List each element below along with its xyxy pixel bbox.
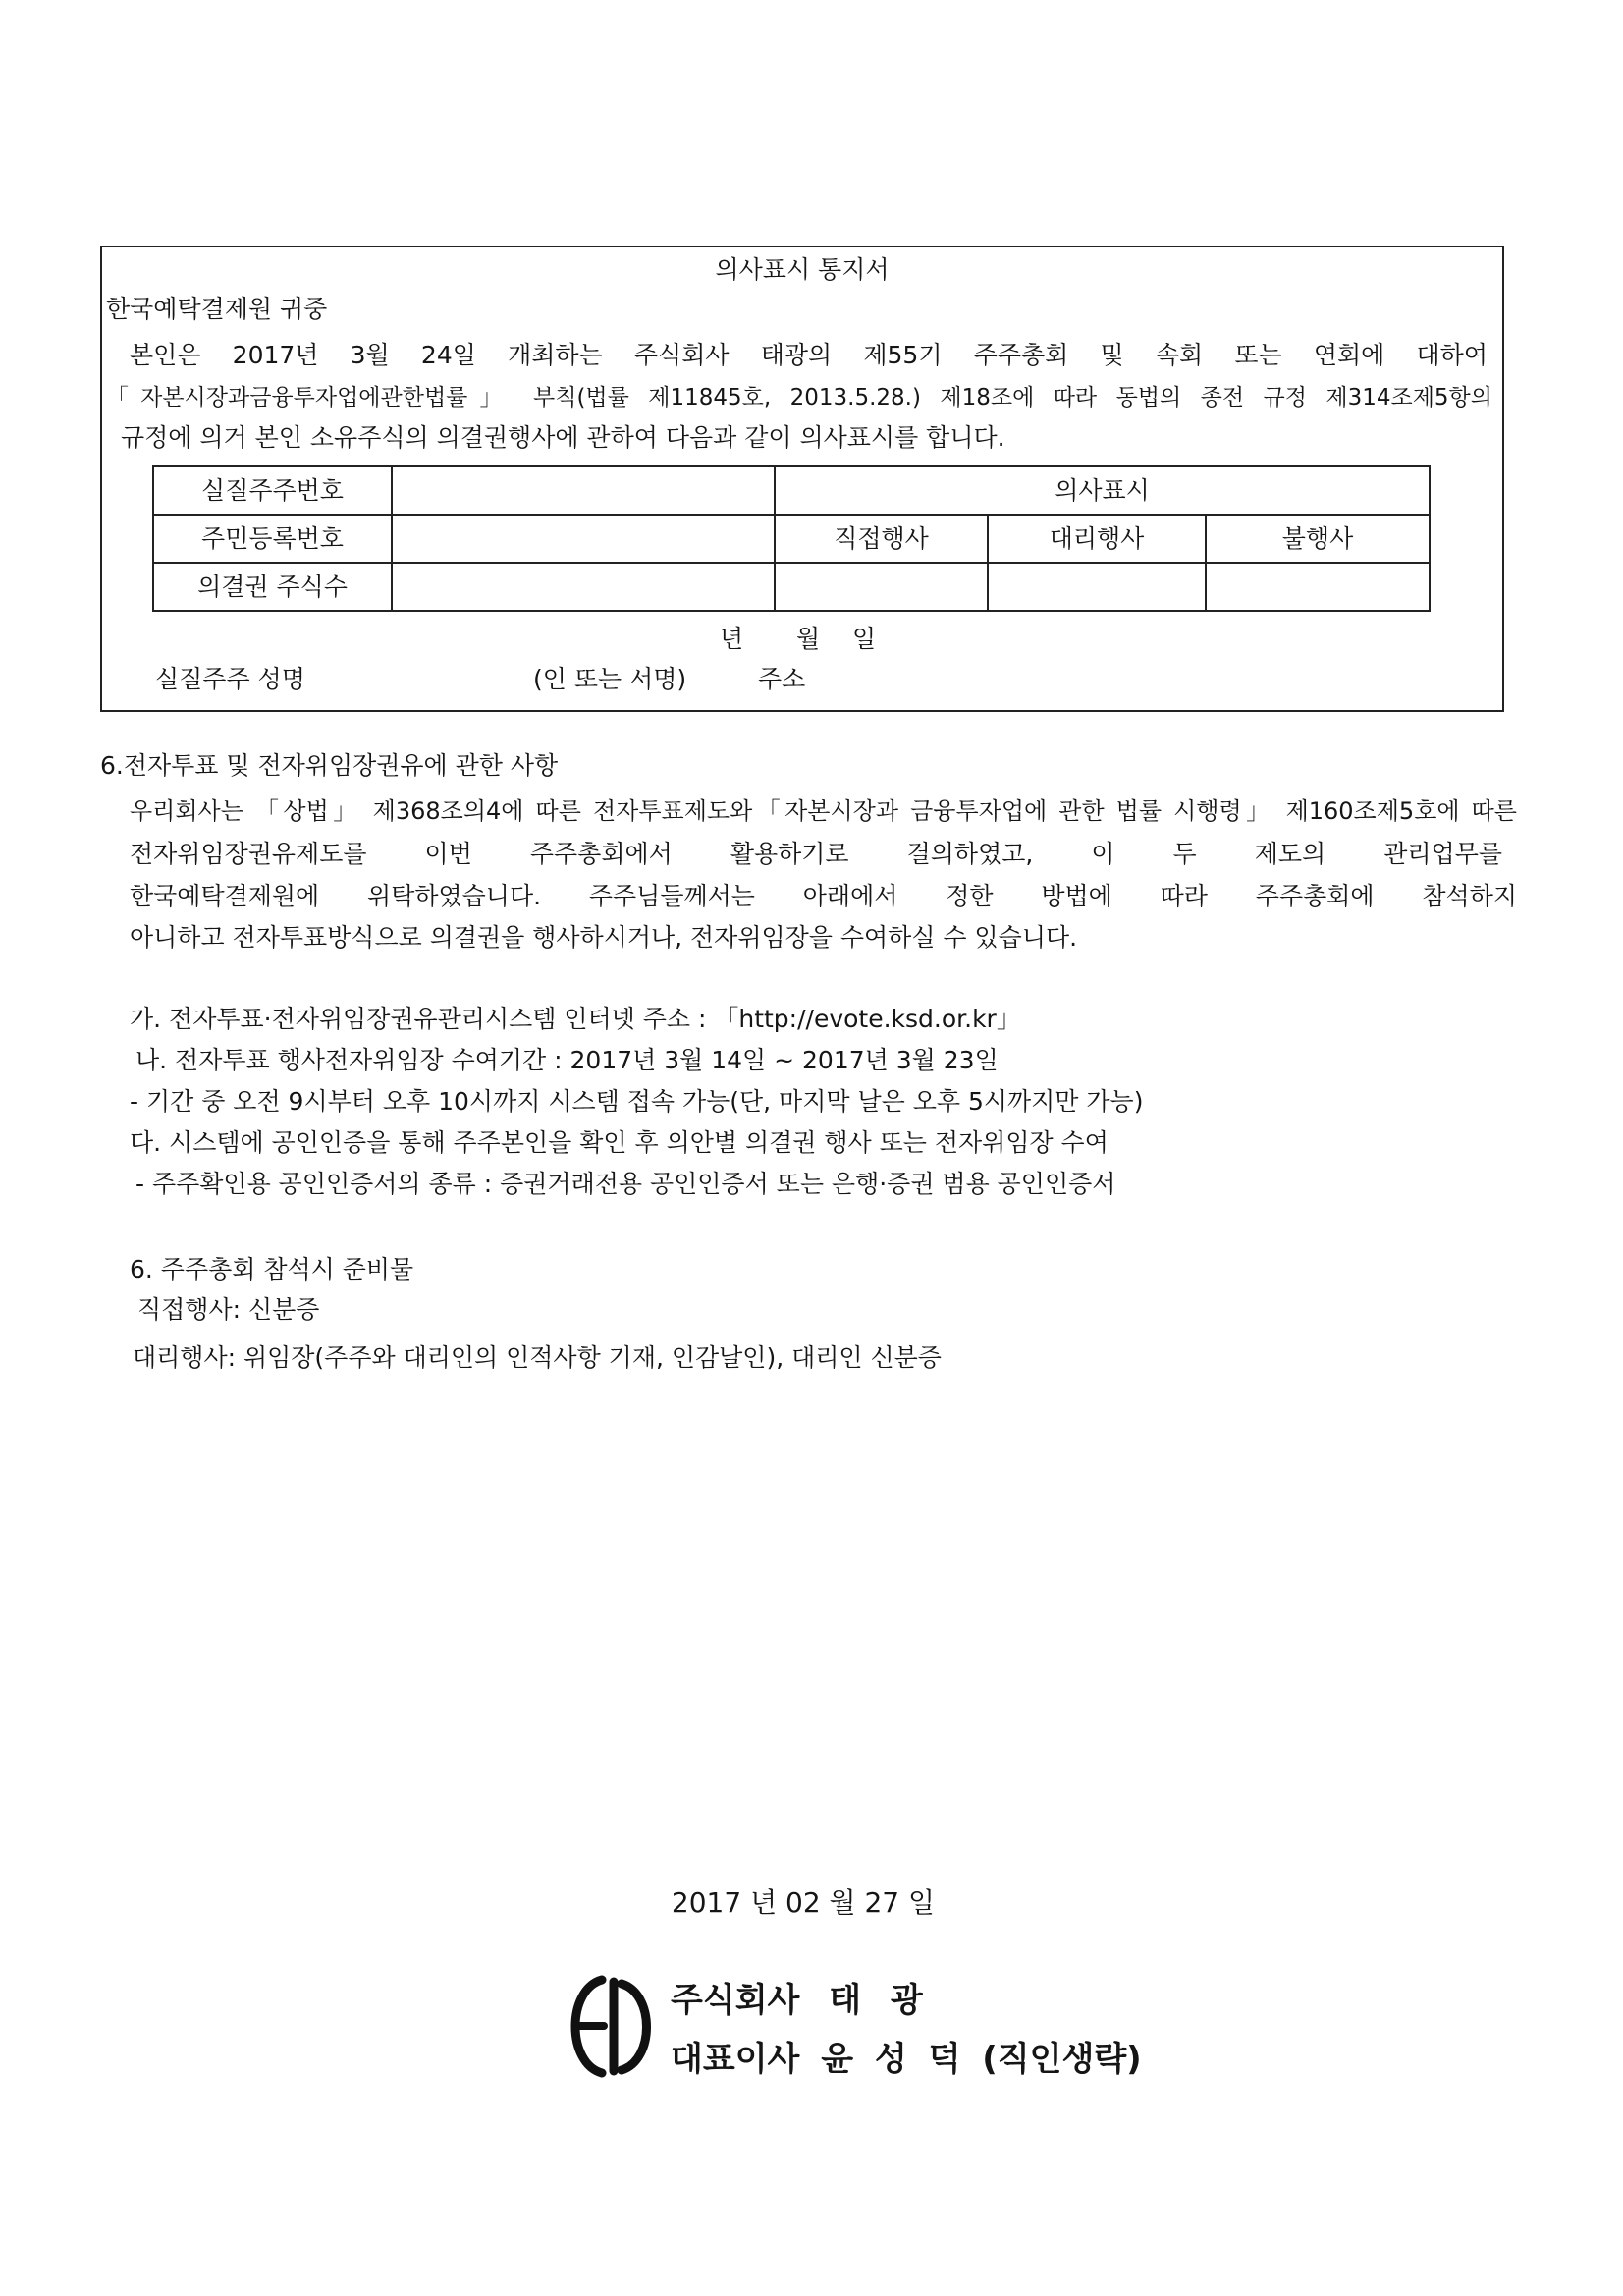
evote-section-heading: 6.전자투표 및 전자위임장권유에 관한 사항 — [100, 751, 559, 780]
notice-form-body-line-1: 본인은 2017년 3월 24일 개최하는 주식회사 태광의 제55기 주주총회 및 속회 또는 연회에 대하여 — [130, 341, 1488, 369]
prep-item-direct: 직접행사: 신분증 — [137, 1295, 320, 1324]
intention-header: 의사표시 — [775, 466, 1430, 515]
option-abstain: 불행사 — [1206, 515, 1430, 563]
voting-shares-label: 의결권 주식수 — [153, 563, 392, 611]
voting-shares-value — [392, 563, 775, 611]
signer-name-label: 실질주주 성명 — [155, 665, 305, 693]
option-abstain-mark — [1206, 563, 1430, 611]
evote-paragraph-line-4: 아니하고 전자투표방식으로 의결권을 행사하시거나, 전자위임장을 수여하실 수 있습니다. — [130, 923, 1078, 952]
shareholder-number-value — [392, 466, 775, 515]
notice-form-recipient: 한국예탁결제원 귀중 — [106, 295, 328, 323]
notice-form-body-line-2: 「자본시장과금융투자업에관한법률」 부칙(법률 제11845호, 2013.5.28.) 제18조에 따라 동법의 종전 규정 제314조제5항의 — [106, 385, 1492, 410]
shareholder-number-label: 실질주주번호 — [153, 466, 392, 515]
evote-item-certificate-types: - 주주확인용 공인인증서의 종류 : 증권거래전용 공인인증서 또는 은행·증권 범용 공인인증서 — [135, 1170, 1116, 1198]
evote-item-hours: - 기간 중 오전 9시부터 오후 10시까지 시스템 접속 가능(단, 마지막 날은 오후 5시까지만 가능) — [130, 1087, 1144, 1116]
option-direct-mark — [775, 563, 988, 611]
seal-or-signature-label: (인 또는 서명) — [533, 665, 687, 693]
notice-form-body-line-3: 규정에 의거 본인 소유주식의 의결권행사에 관하여 다음과 같이 의사표시를 합니다. — [121, 423, 1005, 452]
evote-paragraph-line-2: 전자위임장권유제도를 이번 주주총회에서 활용하기로 결의하였고, 이 두 제도의 관리업무를 — [130, 840, 1502, 868]
prep-item-proxy: 대리행사: 위임장(주주와 대리인의 인적사항 기재, 인감날인), 대리인 신분증 — [133, 1343, 942, 1372]
evote-item-period: 나. 전자투표 행사전자위임장 수여기간 : 2017년 3월 14일 ~ 2017년 3월 23일 — [135, 1046, 999, 1074]
table-row — [153, 515, 1430, 563]
table-row — [153, 466, 1430, 515]
taekwang-logo-icon — [565, 1970, 655, 2083]
table-row — [153, 563, 1430, 611]
notice-form-title: 의사표시 통지서 — [715, 255, 890, 284]
form-date-month: 월 — [796, 625, 821, 653]
form-date-day: 일 — [852, 625, 877, 653]
option-proxy-mark — [988, 563, 1206, 611]
resident-number-value — [392, 515, 775, 563]
option-direct: 직접행사 — [775, 515, 988, 563]
prep-section-heading: 6. 주주총회 참석시 준비물 — [130, 1255, 414, 1284]
issue-date: 2017 년 02 월 27 일 — [671, 1886, 936, 1919]
address-label: 주소 — [758, 665, 806, 693]
company-representative: 대표이사 윤 성 덕 (직인생략) — [671, 2040, 1142, 2079]
evote-paragraph-line-1: 우리회사는 「상법」 제368조의4에 따른 전자투표제도와「자본시장과 금융투자업에 관한 법률 시행령」 제160조제5호에 따른 — [130, 797, 1517, 825]
evote-item-system-url: 가. 전자투표·전자위임장권유관리시스템 인터넷 주소 : 「http://evote.ksd.or.kr」 — [130, 1005, 1021, 1033]
option-proxy: 대리행사 — [988, 515, 1206, 563]
evote-paragraph-line-3: 한국예탁결제원에 위탁하였습니다. 주주님들께서는 아래에서 정한 방법에 따라 주주총회에 참석하지 — [130, 882, 1517, 910]
company-name: 주식회사 태 광 — [671, 1981, 923, 2020]
evote-item-certificate: 다. 시스템에 공인인증을 통해 주주본인을 확인 후 의안별 의결권 행사 또는 전자위임장 수여 — [130, 1128, 1109, 1157]
resident-number-label: 주민등록번호 — [153, 515, 392, 563]
form-date-year: 년 — [720, 625, 744, 653]
intention-table — [152, 465, 1431, 612]
